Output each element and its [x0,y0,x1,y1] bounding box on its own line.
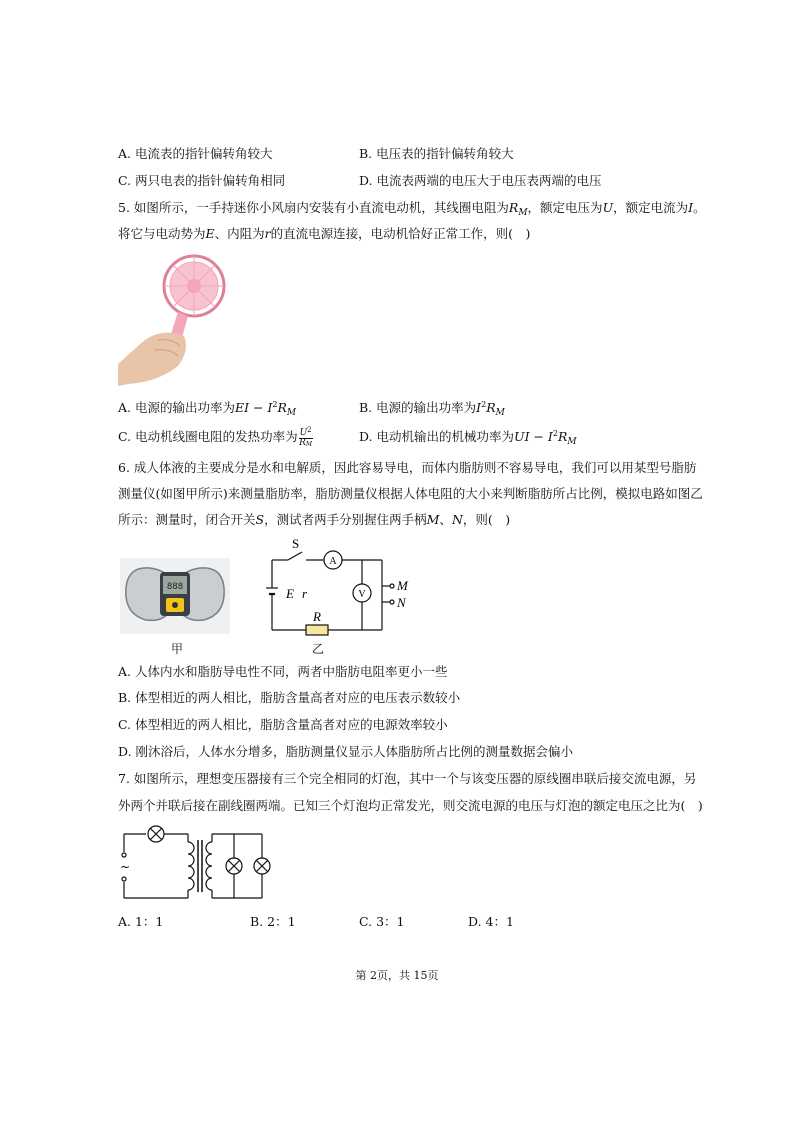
figure-label-jia: 甲 [171,642,184,656]
q5-stem-line2: 将它与电动势为E、内阻为r的直流电源连接，电动机恰好正常工作，则( ) [118,226,531,241]
meter-display: 888 [166,582,184,592]
transformer-circuit-diagram [116,822,286,906]
q7-option-a: A. 1：1 [118,914,164,929]
ac-source-symbol: ~ [120,860,131,874]
q6-option-c: C. 体型相近的两人相比，脂肪含量高者对应的电源效率较小 [118,717,448,732]
ammeter-label: A [329,556,337,567]
measurement-circuit-diagram [262,536,412,640]
circuit-label-e: E [286,586,294,601]
q5-option-d: D. 电动机输出的机械功率为UI − $I^2R_M$ [359,429,577,447]
q7-option-d: D. 4：1 [468,914,514,929]
q6-stem-line3: 所示：测量时，闭合开关S，测试者两手分别握住两手柄M、N，则( ) [118,512,511,527]
handheld-fan-figure [118,254,238,386]
q6-option-d: D. 刚沐浴后，人体水分增多，脂肪测量仪显示人体脂肪所占比例的测量数据会偏小 [118,744,574,759]
q4-option-c: C. 两只电表的指针偏转角相同 [118,173,286,188]
page-footer: 第 2页，共 15页 [355,969,439,982]
q6-option-a: A. 人体内水和脂肪导电性不同，两者中脂肪电阻率更小一些 [118,664,448,679]
q6-stem-line1: 6. 成人体液的主要成分是水和电解质，因此容易导电，而体内脂肪则不容易导电，我们可以用某型号脂肪 [118,460,697,475]
fat-meter-device-figure [120,558,230,634]
q5-stem-line1: 5. 如图所示，一手持迷你小风扇内安装有小直流电动机，其线圈电阻为$R_M$，额定电压为U，额定电流为I。 [118,200,706,218]
q4-option-a: A. 电流表的指针偏转角较大 [118,146,273,161]
q7-option-c: C. 3：1 [359,914,405,929]
circuit-label-r: r [302,586,308,601]
q6-stem-line2: 测量仪(如图甲所示)来测量脂肪率，脂肪测量仪根据人体电阻的大小来判断脂肪所占比例，模拟电路如图乙 [118,486,703,501]
q5-option-c: C. 电动机线圈电阻的发热功率为 $\frac{U^2}{RM}$ [118,426,313,448]
q5-option-a: A. 电源的输出功率为EI − $I^2R_M$ [118,400,297,418]
q4-option-d: D. 电流表两端的电压大于电压表两端的电压 [359,173,602,188]
circuit-label-resistor: R [313,609,321,624]
figure-label-yi: 乙 [312,642,325,656]
terminal-label-m: M [397,578,408,593]
q6-option-b: B. 体型相近的两人相比，脂肪含量高者对应的电压表示数较小 [118,690,461,705]
q7-option-b: B. 2：1 [250,914,296,929]
voltmeter-label: V [358,589,366,600]
q4-option-b: B. 电压表的指针偏转角较大 [359,146,514,161]
q5-option-b: B. 电源的输出功率为$I^2R_M$ [359,400,505,418]
q7-stem-line2: 外两个并联后接在副线圈两端。已知三个灯泡均正常发光，则交流电源的电压与灯泡的额定电压之比为( ) [118,798,703,813]
terminal-label-n: N [397,595,406,610]
circuit-label-s: S [292,536,300,551]
q7-stem-line1: 7. 如图所示，理想变压器接有三个完全相同的灯泡，其中一个与该变压器的原线圈串联后接交流电源，另 [118,771,697,786]
